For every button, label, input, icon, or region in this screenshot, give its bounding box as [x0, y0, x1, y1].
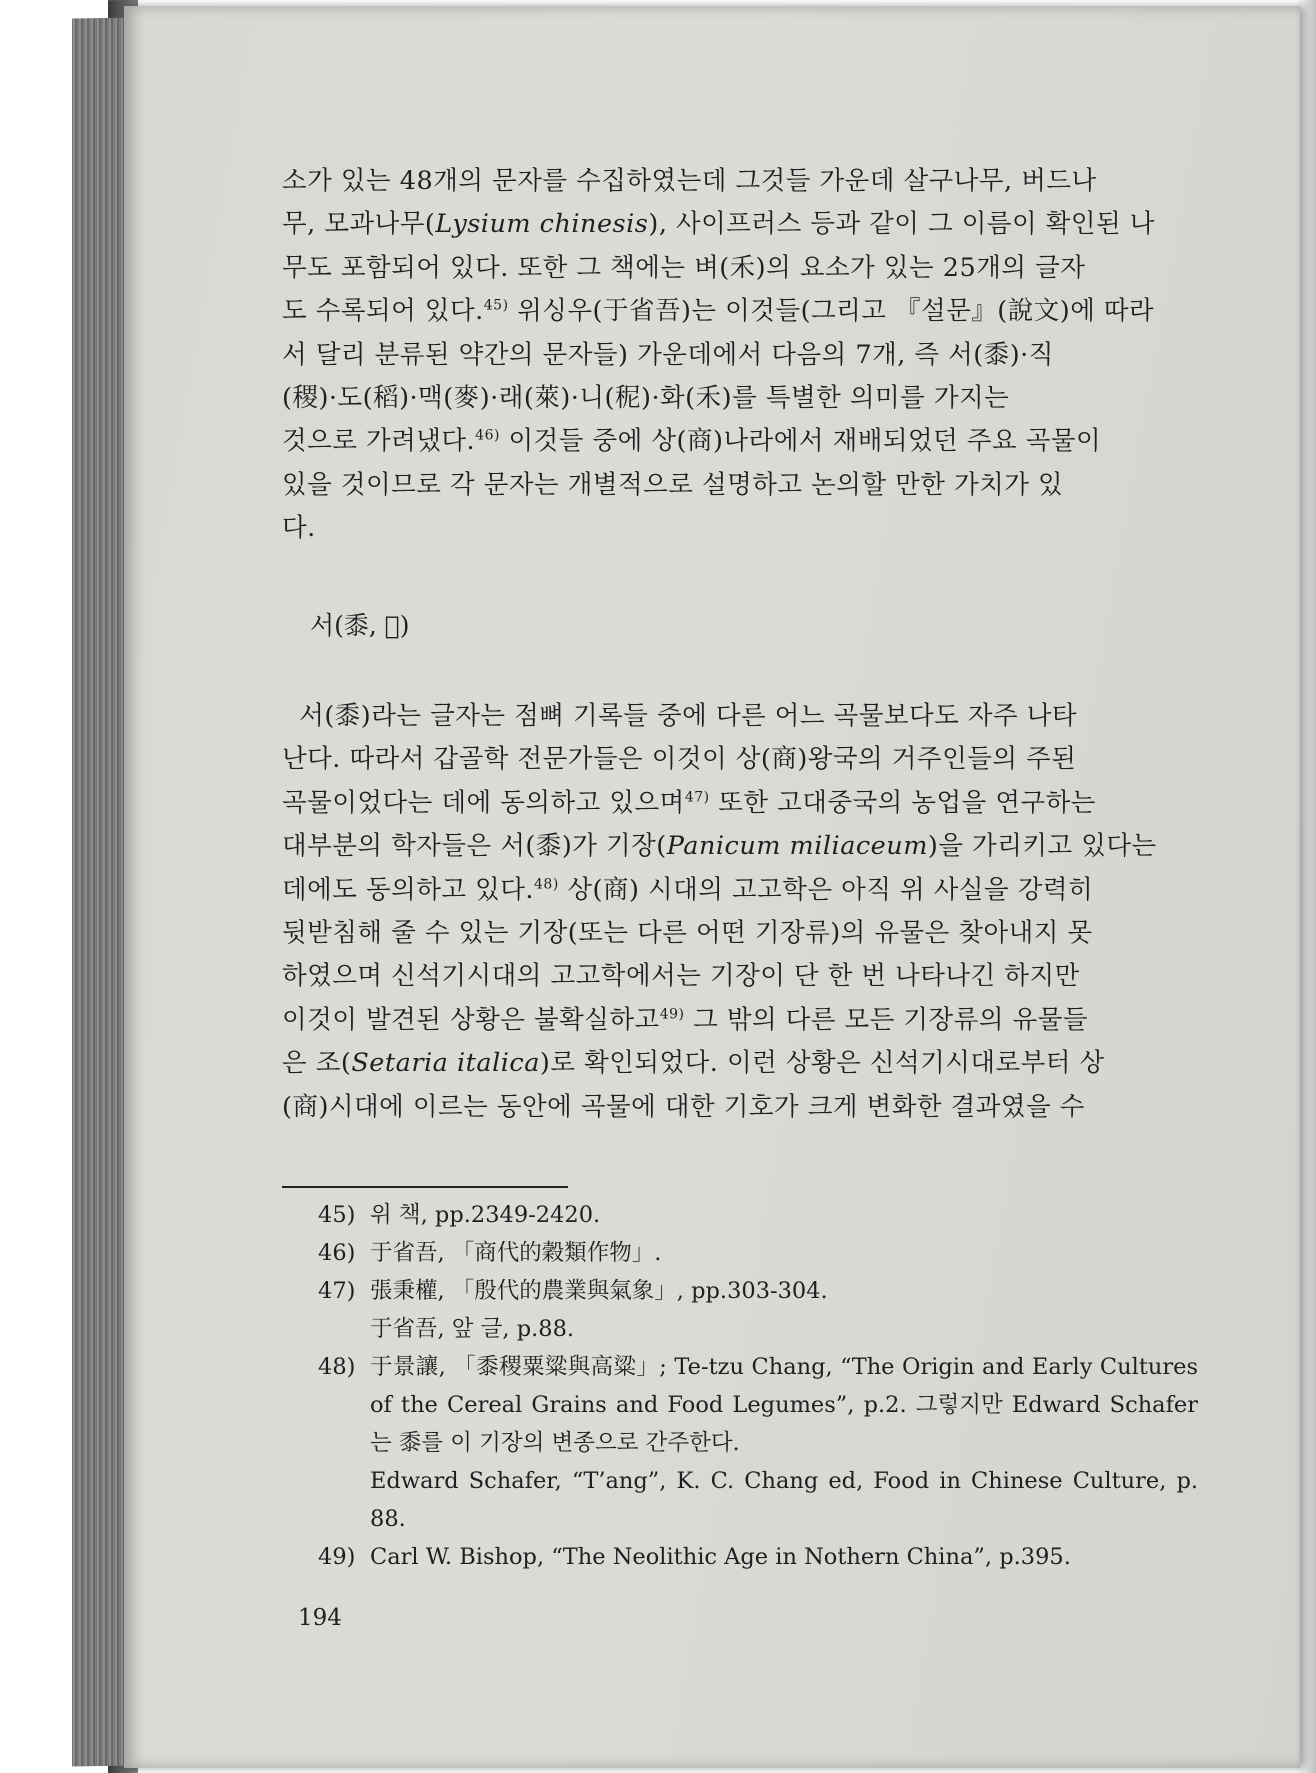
footnote-ref-48: 48): [534, 876, 559, 893]
footnote-number: [318, 1310, 370, 1348]
p1-line-7: 것으로 가려냈다.$^{46)}$ 이것들 중에 상(商)나라에서 재배되었던 주요 곡물이: [282, 426, 1102, 457]
section-heading: 서(黍, 𥞤): [310, 611, 410, 640]
species-name: Lysium chinesis: [435, 209, 649, 240]
p2-line-1: 서(黍)라는 글자는 점뼈 기록들 중에 다른 어느 곡물보다도 자주 나타: [299, 701, 1078, 731]
p2-line-7: 하였으며 신석기시대의 고고학에서는 기장이 단 한 번 나타나긴 하지만: [282, 961, 1080, 992]
footnote-48: [318, 1348, 1198, 1462]
footnote-number: 47): [318, 1278, 356, 1304]
p2-line-5: 데에도 동의하고 있다.$^{48)}$ 상(商) 시대의 고고학은 아직 위 사실을 강력히: [282, 874, 1094, 905]
p1-line-3: 무도 포함되어 있다. 또한 그 책에는 벼(禾)의 요소가 있는 25개의 글자: [282, 252, 1086, 283]
p1-line-6: (稷)·도(稻)·맥(麥)·래(萊)·니(秜)·화(禾)를 특별한 의미를 가지는: [282, 383, 1010, 414]
p1-line-8: 있을 것이므로 각 문자는 개별적으로 설명하고 논의할 만한 가치가 있: [282, 469, 1064, 500]
species-name: Panicum miliaceum: [666, 831, 928, 862]
p2-line-10: (商)시대에 이르는 동안에 곡물에 대한 기호가 크게 변화한 결과였을 수: [282, 1091, 1085, 1122]
footnote-46: [318, 1234, 1198, 1272]
p1-line-1: 소가 있는 48개의 문자를 수집하였는데 그것들 가운데 살구나무, 버드나: [282, 166, 1097, 196]
p1-line-4: 도 수록되어 있다.$^{45)}$ 위싱우(于省吾)는 이것들(그리고 『설문』(說文)에 따라: [282, 296, 1155, 327]
page-number: 194: [298, 1605, 342, 1631]
p2-line-4: 대부분의 학자들은 서(黍)가 기장(Panicum miliaceum)을 가리키고 있다는: [282, 831, 1157, 862]
p2-line-3: 곡물이었다는 데에 동의하고 있으며$^{47)}$ 또한 고대중국의 농업을 연구하는: [282, 787, 1096, 818]
footnote-ref-45: 45): [483, 297, 509, 314]
footnote-number: 48): [318, 1354, 356, 1380]
p2-line-9: 은 조(Setaria italica)로 확인되었다. 이런 상황은 신석기시대로부터 상: [282, 1048, 1105, 1079]
species-name: Setaria italica: [351, 1048, 540, 1079]
footnote-text: 于省吾, 「商代的穀類作物」.: [370, 1240, 662, 1266]
footnote-45: [318, 1196, 1198, 1234]
paragraph-2: [282, 695, 1198, 1129]
p1-line-5: 서 달리 분류된 약간의 문자들) 가운데에서 다음의 7개, 즉 서(黍)·직: [282, 339, 1054, 370]
p2-line-8: 이것이 발견된 상황은 불확실하고$^{49)}$ 그 밖의 다른 모든 기장류의 유물들: [282, 1004, 1088, 1035]
p1-line-2: 무, 모과나무(Lysium chinesis), 사이프러스 등과 같이 그 이름이 확인된 나: [282, 209, 1155, 240]
footnote-number: 49): [318, 1544, 356, 1570]
footnote-number: 46): [318, 1240, 356, 1266]
p2-line-6: 뒷받침해 줄 수 있는 기장(또는 다른 어떤 기장류)의 유물은 찾아내지 못: [282, 918, 1093, 949]
footnote-text: 위 책, pp.2349-2420.: [370, 1202, 601, 1228]
footnote-47: [318, 1272, 1198, 1310]
page-right-shadow: [1296, 0, 1316, 1773]
footnote-49: [318, 1538, 1198, 1576]
footnote-text: Edward Schafer, “T’ang”, K. C. Chang ed, Food in Chinese Culture, p. 88.: [370, 1468, 1198, 1532]
footnote-48-cont: [318, 1462, 1198, 1538]
footnote-text: 于省吾, 앞 글, p.88.: [370, 1316, 575, 1342]
footnote-text: Carl W. Bishop, “The Neolithic Age in Nothern China”, p.395.: [370, 1544, 1071, 1570]
paragraph-1: [282, 160, 1198, 551]
p1-line-9: 다.: [282, 513, 316, 544]
footnote-ref-49: 49): [659, 1006, 685, 1023]
footnote-text: 張秉權, 「殷代的農業與氣象」, pp.303-304.: [370, 1278, 828, 1304]
footnote-ref-47: 47): [684, 789, 710, 806]
footnote-47-cont: [318, 1310, 1198, 1348]
footnote-divider: [282, 1186, 568, 1188]
footnotes: [318, 1196, 1198, 1576]
footnote-ref-46: 46): [475, 427, 500, 444]
footnote-number: 45): [318, 1202, 356, 1228]
footnote-text: 于景讓, 「黍稷粟粱與高粱」; Te-tzu Chang, “The Origin and Early Cultures of the Cereal Grains and Food Legumes”, p.2. 그렇지만 Edward Schafer는 黍를 이 기장의 변종으로 간주한다.: [370, 1354, 1198, 1456]
footnote-number: [318, 1462, 370, 1538]
p2-line-2: 난다. 따라서 갑골학 전문가들은 이것이 상(商)왕국의 거주인들의 주된: [282, 744, 1077, 775]
